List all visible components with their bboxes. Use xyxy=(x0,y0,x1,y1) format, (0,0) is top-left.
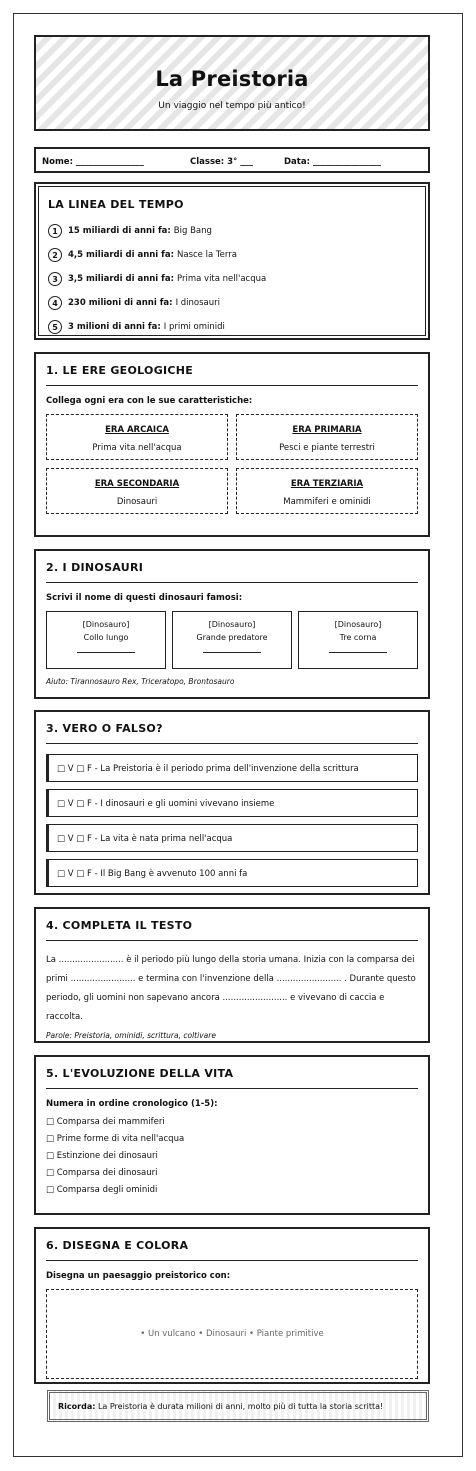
timeline-what: I primi ominidi xyxy=(163,322,225,332)
draw-section xyxy=(34,1227,430,1384)
dinosaur-card xyxy=(298,611,418,669)
dinosaur-card xyxy=(172,611,292,669)
dinosaur-desc: Grande predatore xyxy=(196,633,268,642)
era-card[interactable] xyxy=(46,468,228,514)
evolution-item[interactable]: □ Estinzione dei dinosauri xyxy=(46,1151,158,1161)
era-card[interactable] xyxy=(46,414,228,460)
dinosaur-image-placeholder: [Dinosauro] xyxy=(82,620,130,629)
fill-in-paragraph[interactable]: La ........................ è il periodo più lungo della storia umana. Inizia con la comparsa dei primi ........................ e termina con l'invenzione della ........................ . Durante questo periodo, gli uomini non sapevano ancora ........................ e vivevano di caccia e raccolta. xyxy=(46,955,416,1022)
timeline-title: LA LINEA DEL TEMPO xyxy=(48,198,184,211)
section-instruction: Scrivi il nome di questi dinosauri famosi: xyxy=(46,593,243,603)
page-header xyxy=(34,35,430,131)
hint-text: Aiuto: Tirannosauro Rex, Triceratopo, Brontosauro xyxy=(46,677,235,686)
number-circle: 1 xyxy=(48,224,62,238)
section-title: 6. DISEGNA E COLORA xyxy=(46,1239,418,1261)
true-false-item[interactable]: □ V □ F - La vita è nata prima nell'acqua xyxy=(46,824,418,852)
timeline-what: Nasce la Terra xyxy=(177,250,237,260)
era-name: ERA PRIMARIA xyxy=(292,425,362,435)
drawing-prompt: • Un vulcano • Dinosauri • Piante primitive xyxy=(140,1329,324,1339)
number-circle: 3 xyxy=(48,272,62,286)
number-circle: 2 xyxy=(48,248,62,262)
section-title: 1. LE ERE GEOLOGICHE xyxy=(46,364,418,386)
timeline-section xyxy=(34,182,430,340)
true-false-section xyxy=(34,710,430,895)
timeline-item xyxy=(48,243,416,267)
answer-line[interactable] xyxy=(77,652,135,653)
timeline-when: 4,5 miliardi di anni fa: xyxy=(68,250,175,260)
section-title: 5. L'EVOLUZIONE DELLA VITA xyxy=(46,1067,418,1089)
timeline-when: 3 milioni di anni fa: xyxy=(68,322,161,332)
timeline-item xyxy=(48,219,416,243)
timeline-what: Big Bang xyxy=(173,226,212,236)
era-desc: Mammiferi e ominidi xyxy=(283,497,371,507)
timeline-when: 3,5 miliardi di anni fa: xyxy=(68,274,175,284)
evolution-item[interactable]: □ Comparsa degli ominidi xyxy=(46,1185,158,1195)
reminder-note xyxy=(47,1390,429,1422)
eras-section xyxy=(34,352,430,537)
answer-line[interactable] xyxy=(329,652,387,653)
timeline-item xyxy=(48,315,416,339)
drawing-area[interactable] xyxy=(46,1289,418,1379)
era-name: ERA TERZIARIA xyxy=(290,479,364,489)
page-subtitle: Un viaggio nel tempo più antico! xyxy=(158,101,306,111)
complete-text-section xyxy=(34,907,430,1043)
era-desc: Dinosauri xyxy=(116,497,158,507)
dinosaurs-section xyxy=(34,549,430,699)
era-desc: Prima vita nell'acqua xyxy=(92,443,182,453)
timeline-when: 15 miliardi di anni fa: xyxy=(68,226,171,236)
era-card[interactable] xyxy=(236,414,418,460)
dinosaur-card xyxy=(46,611,166,669)
class-field[interactable]: Classe: 3° ___ xyxy=(190,157,254,167)
dinosaur-image-placeholder: [Dinosauro] xyxy=(208,620,256,629)
timeline-what: I dinosauri xyxy=(175,298,221,308)
section-title: 4. COMPLETA IL TESTO xyxy=(46,919,418,941)
era-card[interactable] xyxy=(236,468,418,514)
section-title: 3. VERO O FALSO? xyxy=(46,722,418,744)
student-info-bar xyxy=(34,147,430,173)
evolution-item[interactable]: □ Comparsa dei dinosauri xyxy=(46,1168,158,1178)
section-instruction: Disegna un paesaggio preistorico con: xyxy=(46,1271,231,1281)
era-name: ERA SECONDARIA xyxy=(94,479,180,489)
era-desc: Pesci e piante terrestri xyxy=(279,443,375,453)
number-circle: 5 xyxy=(48,320,62,334)
name-field[interactable]: Nome: ________________ xyxy=(42,157,144,167)
page-title: La Preistoria xyxy=(155,67,309,91)
dinosaur-image-placeholder: [Dinosauro] xyxy=(334,620,382,629)
timeline-item xyxy=(48,291,416,315)
date-field[interactable]: Data: ________________ xyxy=(284,157,381,167)
section-instruction: Numera in ordine cronologico (1-5): xyxy=(46,1099,218,1109)
true-false-item[interactable]: □ V □ F - I dinosauri e gli uomini vivevano insieme xyxy=(46,789,418,817)
true-false-item[interactable]: □ V □ F - Il Big Bang è avvenuto 100 anni fa xyxy=(46,859,418,887)
true-false-item[interactable]: □ V □ F - La Preistoria è il periodo prima dell'invenzione della scrittura xyxy=(46,754,418,782)
timeline-item xyxy=(48,267,416,291)
section-title: 2. I DINOSAURI xyxy=(46,561,418,583)
era-name: ERA ARCAICA xyxy=(105,425,169,435)
section-instruction: Collega ogni era con le sue caratteristiche: xyxy=(46,396,253,406)
evolution-item[interactable]: □ Comparsa dei mammiferi xyxy=(46,1117,165,1127)
evolution-item[interactable]: □ Prime forme di vita nell'acqua xyxy=(46,1134,185,1144)
timeline-what: Prima vita nell'acqua xyxy=(177,274,267,284)
number-circle: 4 xyxy=(48,296,62,310)
dinosaur-desc: Collo lungo xyxy=(83,633,129,642)
dinosaur-desc: Tre corna xyxy=(339,633,377,642)
evolution-section xyxy=(34,1055,430,1215)
answer-line[interactable] xyxy=(203,652,261,653)
reminder-label: Ricorda: xyxy=(58,1402,96,1411)
word-bank: Parole: Preistoria, ominidi, scrittura, coltivare xyxy=(46,1031,216,1040)
timeline-when: 230 milioni di anni fa: xyxy=(68,298,173,308)
reminder-text: La Preistoria è durata milioni di anni, molto più di tutta la storia scritta! xyxy=(97,1402,384,1411)
